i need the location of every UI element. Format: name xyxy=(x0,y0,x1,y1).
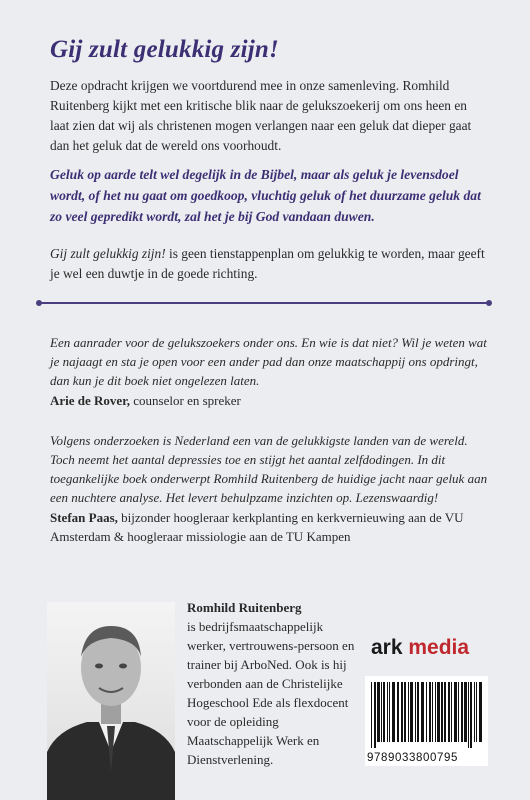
barcode-bar xyxy=(383,682,385,742)
barcode-bar xyxy=(479,682,482,742)
barcode-bar xyxy=(454,682,457,742)
barcode-bar xyxy=(437,682,440,742)
barcode-bar xyxy=(404,682,406,742)
author-portrait-icon xyxy=(47,602,175,800)
author-bio-text: is bedrijfsmaatschappelijk werker, vertrouwens-persoon en trainer bij ArboNed. Ook is hij verbonden aan de Christelijke Hogeschool Ede als flexdocent voor de opleiding Maatschappelijk Werk en Dienstverlening. xyxy=(187,619,355,767)
endorsement-quote-1: Een aanrader voor de gelukszoekers onder ons. En wie is dat niet? Wil je weten wat je najaagt en sta je open voor een ander pad dan onze maatschappij ons opdringt, dan kun je dit boek niet ongelezen laten. xyxy=(50,335,487,388)
barcode-bar xyxy=(389,682,390,742)
endorsement-author-2 xyxy=(50,508,490,546)
barcode-bar xyxy=(444,682,446,742)
barcode-bar xyxy=(426,682,427,742)
barcode-bar xyxy=(470,682,472,748)
barcode-bar xyxy=(451,682,452,742)
book-title: Gij zult gelukkig zijn! xyxy=(50,36,279,63)
endorsement-author-1 xyxy=(50,393,241,409)
logo-ark: ark xyxy=(371,636,403,659)
endorsement-quote-2: Volgens onderzoeken is Nederland een van de gelukkigste landen van de wereld. Toch neemt het aantal depressies toe en stijgt het aantal zelfdodingen. In dit toegankelijke boek onderwerpt Romhild Ruitenberg de huidige jacht naar geluk aan een nuchtere analyse. Het levert behulpzame inzichten op. Lezenswaardig! xyxy=(50,433,488,505)
barcode-bar xyxy=(461,682,463,742)
barcode-bar xyxy=(401,682,403,742)
barcode-bar xyxy=(476,682,477,742)
barcode-bar xyxy=(417,682,419,742)
barcode-bar xyxy=(374,682,376,748)
barcode-bars-icon xyxy=(365,676,488,750)
highlight-paragraph: Geluk op aarde telt wel degelijk in de Bijbel, maar als geluk je levensdoel wordt, of het nu gaat om goedkoop, vluchtig geluk of het duurzame geluk dat zo veel gepredikt wordt, zal het je bij God vandaan duwen. xyxy=(50,167,481,224)
barcode-bar xyxy=(377,682,380,742)
barcode-bar xyxy=(410,682,413,742)
author-bio xyxy=(187,598,357,769)
barcode-bar xyxy=(429,682,431,742)
closing-book-title: Gij zult gelukkig zijn! xyxy=(50,246,166,261)
barcode-bar xyxy=(432,682,433,742)
barcode-bar xyxy=(421,682,424,742)
closing-paragraph xyxy=(50,244,485,284)
endorser-role-2: bijzonder hoogleraar kerkplanting en kerkvernieuwing aan de VU Amsterdam & hoogleraar missiologie aan de TU Kampen xyxy=(50,510,464,544)
author-photo xyxy=(47,602,175,800)
barcode-bar xyxy=(387,682,388,742)
publisher-logo xyxy=(371,636,469,660)
barcode-bar xyxy=(371,682,372,748)
logo-media: media xyxy=(408,636,470,659)
barcode-bar xyxy=(474,682,475,742)
barcode-bar xyxy=(397,682,399,742)
barcode-bar xyxy=(458,682,459,742)
barcode-bar xyxy=(392,682,395,742)
endorser-name-2: Stefan Paas, xyxy=(50,510,118,525)
barcode-bar xyxy=(448,682,450,742)
barcode-bar xyxy=(415,682,416,742)
barcode-bar xyxy=(441,682,443,742)
endorser-role-1: counselor en spreker xyxy=(130,393,241,408)
barcode-bar xyxy=(464,682,467,742)
closing-text: is geen tienstappenplan om gelukkig te worden, maar geeft je wel een duwtje in de goede richting. xyxy=(50,246,485,281)
intro-paragraph: Deze opdracht krijgen we voortdurend mee in onze samenleving. Romhild Ruitenberg kijkt met een kritische blik naar de gelukszoekerij om ons heen en laat zien dat wij als christenen mogen verlangen naar een geluk dat dieper gaat dan het geluk dat de wereld ons voorhoudt. xyxy=(50,78,472,153)
author-name: Romhild Ruitenberg xyxy=(187,600,302,615)
barcode-bar xyxy=(381,682,382,742)
barcode-bar xyxy=(468,682,469,748)
section-divider xyxy=(38,300,490,306)
barcode-bar xyxy=(408,682,409,742)
barcode-bar xyxy=(435,682,436,742)
endorser-name-1: Arie de Rover, xyxy=(50,393,131,408)
isbn-number: 9789033800795 xyxy=(367,752,458,764)
